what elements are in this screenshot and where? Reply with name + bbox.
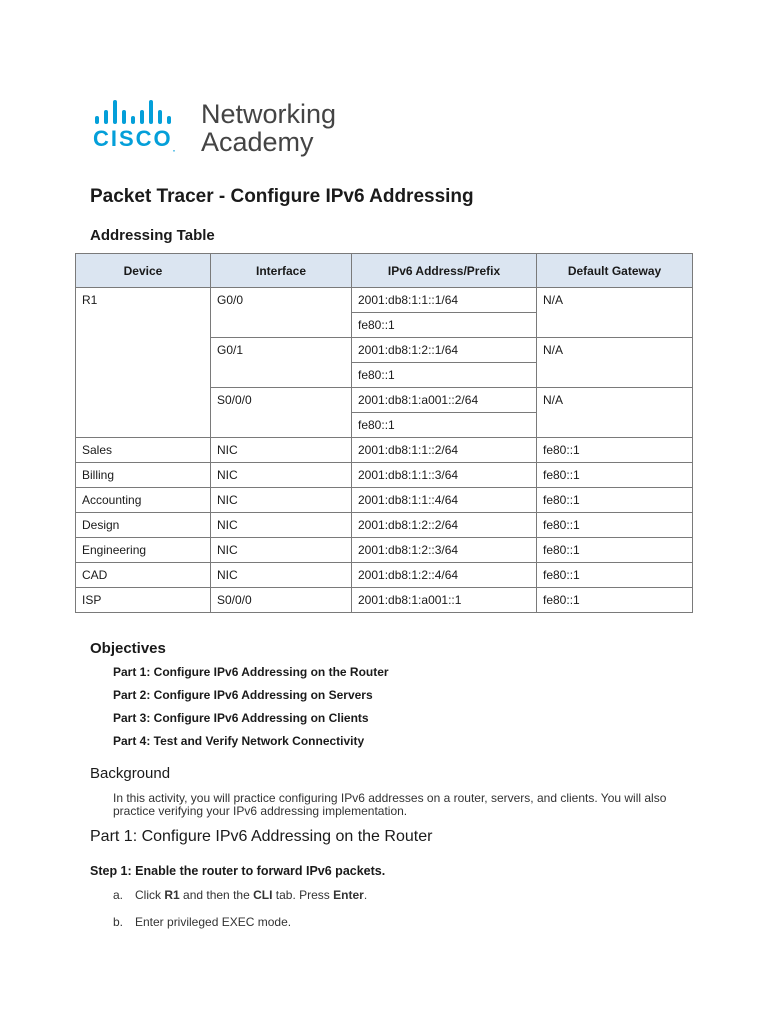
table-row bbox=[76, 588, 693, 613]
instruction-item-b bbox=[113, 915, 291, 929]
table-row bbox=[76, 538, 693, 563]
cell-interface: S0/0/0 bbox=[211, 588, 352, 613]
cell-device: CAD bbox=[76, 563, 211, 588]
cell-gateway: N/A bbox=[537, 338, 693, 388]
cell-gateway: fe80::1 bbox=[537, 588, 693, 613]
cell-gateway: fe80::1 bbox=[537, 438, 693, 463]
logo-text bbox=[201, 100, 336, 156]
cisco-wordmark: $CISCO_.$ bbox=[93, 126, 176, 154]
cell-device: Design bbox=[76, 513, 211, 538]
cell-address: fe80::1 bbox=[352, 363, 537, 388]
cell-gateway: fe80::1 bbox=[537, 538, 693, 563]
cell-address: 2001:db8:1:2::1/64 bbox=[352, 338, 537, 363]
cell-interface: NIC bbox=[211, 513, 352, 538]
cell-gateway: N/A bbox=[537, 388, 693, 438]
table-row bbox=[76, 463, 693, 488]
text-run: tab. Press bbox=[272, 888, 334, 902]
cell-address: 2001:db8:1:1::1/64 bbox=[352, 288, 537, 313]
cell-interface: S0/0/0 bbox=[211, 388, 352, 438]
bold-run: Enter bbox=[333, 888, 364, 902]
cell-device: Billing bbox=[76, 463, 211, 488]
cell-address: 2001:db8:1:2::3/64 bbox=[352, 538, 537, 563]
cell-device: ISP bbox=[76, 588, 211, 613]
header-ipv6-address: IPv6 Address/Prefix bbox=[352, 254, 537, 288]
background-heading: Background bbox=[90, 765, 171, 782]
cell-gateway: fe80::1 bbox=[537, 463, 693, 488]
text-run: and then the bbox=[179, 888, 254, 902]
bold-run: CLI bbox=[253, 888, 273, 902]
addressing-table bbox=[75, 253, 693, 613]
cell-interface: NIC bbox=[211, 488, 352, 513]
cell-interface: NIC bbox=[211, 463, 352, 488]
cell-interface: NIC bbox=[211, 563, 352, 588]
cell-address: 2001:db8:1:1::3/64 bbox=[352, 463, 537, 488]
objectives-heading: Objectives bbox=[90, 640, 166, 657]
header-device: Device bbox=[76, 254, 211, 288]
table-row bbox=[76, 513, 693, 538]
addressing-table-heading: Addressing Table bbox=[90, 227, 215, 244]
cell-interface: NIC bbox=[211, 538, 352, 563]
cisco-logo-icon bbox=[93, 100, 187, 160]
part1-heading: Part 1: Configure IPv6 Addressing on the Router bbox=[90, 828, 433, 845]
table-row bbox=[76, 288, 693, 313]
cell-device: Accounting bbox=[76, 488, 211, 513]
text-run: Click bbox=[135, 888, 165, 902]
cell-address: fe80::1 bbox=[352, 413, 537, 438]
header-default-gateway: Default Gateway bbox=[537, 254, 693, 288]
table-row bbox=[76, 563, 693, 588]
table-header-row bbox=[76, 254, 693, 288]
cell-address: 2001:db8:1:1::4/64 bbox=[352, 488, 537, 513]
objective-item: Part 4: Test and Verify Network Connectivity bbox=[113, 734, 365, 748]
step1-heading: Step 1: Enable the router to forward IPv6 packets. bbox=[90, 864, 386, 878]
page-title: Packet Tracer - Configure IPv6 Addressing bbox=[90, 186, 474, 207]
cisco-bridge-bars-icon bbox=[95, 100, 187, 124]
text-run: . bbox=[363, 888, 368, 902]
background-paragraph: In this activity, you will practice configuring IPv6 addresses on a router, servers, and clients. You will also practice verifying your IPv6 addressing implementation. bbox=[113, 791, 667, 818]
table-row bbox=[76, 488, 693, 513]
cell-address: 2001:db8:1:1::2/64 bbox=[352, 438, 537, 463]
cell-address: 2001:db8:1:2::2/64 bbox=[352, 513, 537, 538]
item-label: a. bbox=[113, 888, 124, 902]
cell-interface: G0/1 bbox=[211, 338, 352, 388]
cell-gateway: N/A bbox=[537, 288, 693, 338]
header-interface: Interface bbox=[211, 254, 352, 288]
item-label: b. bbox=[113, 915, 124, 929]
cell-device: Sales bbox=[76, 438, 211, 463]
objective-item: Part 2: Configure IPv6 Addressing on Servers bbox=[113, 688, 373, 702]
cell-address: fe80::1 bbox=[352, 313, 537, 338]
cell-gateway: fe80::1 bbox=[537, 563, 693, 588]
logo-line-academy: Academy bbox=[201, 127, 314, 157]
cisco-networking-academy-logo bbox=[93, 100, 336, 160]
cell-address: 2001:db8:1:a001::1 bbox=[352, 588, 537, 613]
cell-device: Engineering bbox=[76, 538, 211, 563]
cell-device: R1 bbox=[76, 288, 211, 438]
logo-line-networking: Networking bbox=[201, 99, 337, 129]
cell-address: 2001:db8:1:a001::2/64 bbox=[352, 388, 537, 413]
cell-interface: NIC bbox=[211, 438, 352, 463]
text-run: Enter privileged EXEC mode. bbox=[135, 915, 292, 929]
cell-gateway: fe80::1 bbox=[537, 488, 693, 513]
instruction-item-a bbox=[113, 888, 367, 902]
cell-interface: G0/0 bbox=[211, 288, 352, 338]
cell-address: 2001:db8:1:2::4/64 bbox=[352, 563, 537, 588]
cell-gateway: fe80::1 bbox=[537, 513, 693, 538]
table-row bbox=[76, 438, 693, 463]
objective-item: Part 1: Configure IPv6 Addressing on the Router bbox=[113, 665, 389, 679]
bold-run: R1 bbox=[164, 888, 180, 902]
objective-item: Part 3: Configure IPv6 Addressing on Clients bbox=[113, 711, 369, 725]
